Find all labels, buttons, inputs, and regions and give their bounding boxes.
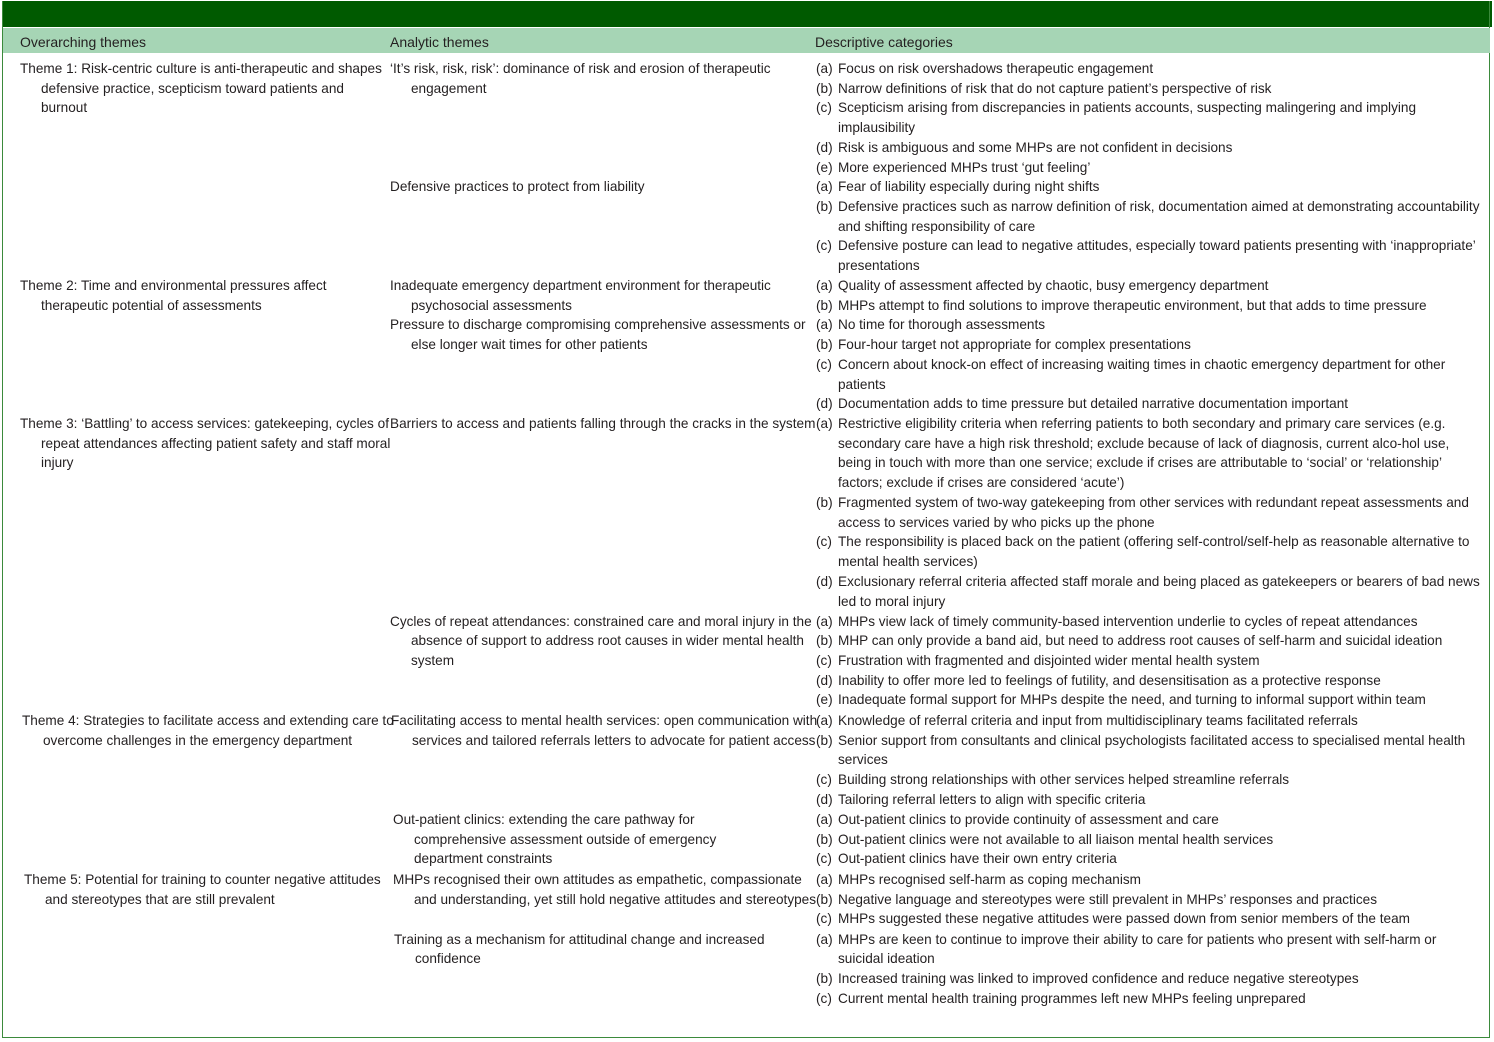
overarching-theme-5: Theme 5: Potential for training to counter negative attitudes and stereotypes that are still prevalent [24,872,381,907]
category-item: (b) Fragmented system of two-way gatekeeping from other services with redundant repeat assessments and access to services varied by who picks up the phone [816,495,1469,530]
category-item: (b) Narrow definitions of risk that do not capture patient’s perspective of risk [816,80,1272,96]
category-item: (e) More experienced MHPs trust ‘gut feeling’ [816,159,1091,175]
overarching-theme-1: Theme 1: Risk-centric culture is anti-therapeutic and shapes defensive practice, scepticism toward patients and burnout [20,61,382,116]
category-item: (c) The responsibility is placed back on the patient (offering self-control/self-help as reasonable alternative to mental health services) [816,534,1470,570]
category-item: (c) Concern about knock-on effect of increasing waiting times in chaotic emergency department for other patients [816,356,1446,392]
category-item: (c) Out-patient clinics have their own entry criteria [816,851,1117,867]
category-item: (e) Inadequate formal support for MHPs despite the need, and turning to informal support within team [816,692,1426,708]
analytic-theme-5-1: MHPs recognised their own attitudes as empathetic, compassionate and understanding, yet still hold negative attitudes and stereotypes [393,872,817,907]
category-item: (a) Focus on risk overshadows therapeutic engagement [816,61,1154,76]
category-item: (b) Four-hour target not appropriate for complex presentations [816,337,1191,353]
category-item: (a) MHPs are keen to continue to improve their ability to care for patients who present with self-harm or suicidal ideation [816,931,1437,967]
category-item: (a) Fear of liability especially during night shifts [816,179,1100,195]
category-item: (b) Defensive practices such as narrow definition of risk, documentation aimed at demonstrating accountability and shifting responsibility of care [816,198,1480,234]
category-item: (c) MHPs suggested these negative attitudes were passed down from senior members of the team [816,911,1410,927]
overarching-theme-4: Theme 4: Strategies to facilitate access and extending care to overcome challenges in the emergency department [22,713,394,748]
category-item: (c) Defensive posture can lead to negative attitudes, especially toward patients presenting with ‘inappropriate’ presentations [816,238,1476,273]
category-item: (b) Increased training was linked to improved confidence and reduce negative stereotypes [816,970,1359,986]
category-item: (c) Scepticism arising from discrepancies in patients accounts, suspecting malingering and implying implausibility [816,100,1417,136]
category-item: (a) Quality of assessment affected by chaotic, busy emergency department [816,278,1269,293]
analytic-theme-2-1: Inadequate emergency department environment for therapeutic psychosocial assessments [390,278,771,313]
header-analytic-themes: Analytic themes [390,34,489,50]
category-item: (b) MHPs attempt to find solutions to improve therapeutic environment, but that adds to time pressure [816,297,1427,313]
category-item: (b) Out-patient clinics were not available to all liaison mental health services [816,831,1274,847]
category-item: (d) Risk is ambiguous and some MHPs are not confident in decisions [816,139,1233,155]
analytic-theme-3-2: Cycles of repeat attendances: constrained care and moral injury in the absence of support to address root causes in wider mental health system [390,613,812,668]
category-item: (a) Knowledge of referral criteria and input from multidisciplinary teams facilitated referrals [816,713,1358,728]
analytic-theme-1-2: Defensive practices to protect from liability [390,179,645,195]
header-overarching-themes: Overarching themes [20,34,147,50]
category-item: (b) Senior support from consultants and clinical psychologists facilitated access to specialised mental health services [816,732,1466,768]
analytic-theme-2-2: Pressure to discharge compromising comprehensive assessments or else longer wait times for other patients [390,317,806,353]
analytic-theme-4-2: Out-patient clinics: extending the care pathway for comprehensive assessment outside of emergency department constraints [393,812,717,867]
category-item: (a) MHPs view lack of timely community-based intervention underlie to cycles of repeat attendances [816,613,1418,629]
category-item: (a) MHPs recognised self-harm as coping mechanism [816,872,1141,887]
category-item: (d) Tailoring referral letters to align with specific criteria [816,791,1146,807]
table-header-row [3,28,1490,53]
category-item: (c) Building strong relationships with other services helped streamline referrals [816,772,1290,788]
analytic-theme-3-1: Barriers to access and patients falling through the cracks in the system [390,416,816,431]
analytic-theme-1-1: ‘It’s risk, risk, risk’: dominance of risk and erosion of therapeutic engagement [390,61,771,96]
header-descriptive-categories: Descriptive categories [815,34,953,50]
category-item: (d) Inability to offer more led to feelings of futility, and desensitisation as a protective response [816,672,1381,688]
category-item: (c) Frustration with fragmented and disjointed wider mental health system [816,652,1260,668]
category-item: (a) No time for thorough assessments [816,317,1046,333]
category-item: (a) Out-patient clinics to provide continuity of assessment and care [816,812,1219,827]
overarching-theme-2: Theme 2: Time and environmental pressures affect therapeutic potential of assessments [20,278,327,313]
category-item: (a) Restrictive eligibility criteria when referring patients to both secondary and primary care services (e.g. secondary care have a high risk threshold; exclude because of lack of diagnosis, current alco-hol use, being in touch with more than one service; exclude if crises are attributable to ‘social’ or ‘relationship’ factors; exclude if crises are considered ‘acute’) [816,416,1450,491]
category-item: (d) Exclusionary referral criteria affected staff morale and being placed as gatekeepers or bearers of bad news led to moral injury [816,573,1480,609]
category-item: (c) Current mental health training programmes left new MHPs feeling unprepared [816,990,1306,1006]
analytic-theme-5-2: Training as a mechanism for attitudinal change and increased confidence [394,931,765,967]
overarching-theme-3: Theme 3: ‘Battling’ to access services: gatekeeping, cycles of repeat attendances affecting patient safety and staff moral injury [20,416,391,471]
category-item: (d) Documentation adds to time pressure but detailed narrative documentation important [816,396,1349,412]
category-item: (b) MHP can only provide a band aid, but need to address root causes of self-harm and suicidal ideation [816,633,1443,649]
analytic-theme-4-1: Facilitating access to mental health services: open communication with services and tailored referrals letters to advocate for patient access [391,713,818,748]
category-item: (b) Negative language and stereotypes were still prevalent in MHPs’ responses and practices [816,891,1378,907]
